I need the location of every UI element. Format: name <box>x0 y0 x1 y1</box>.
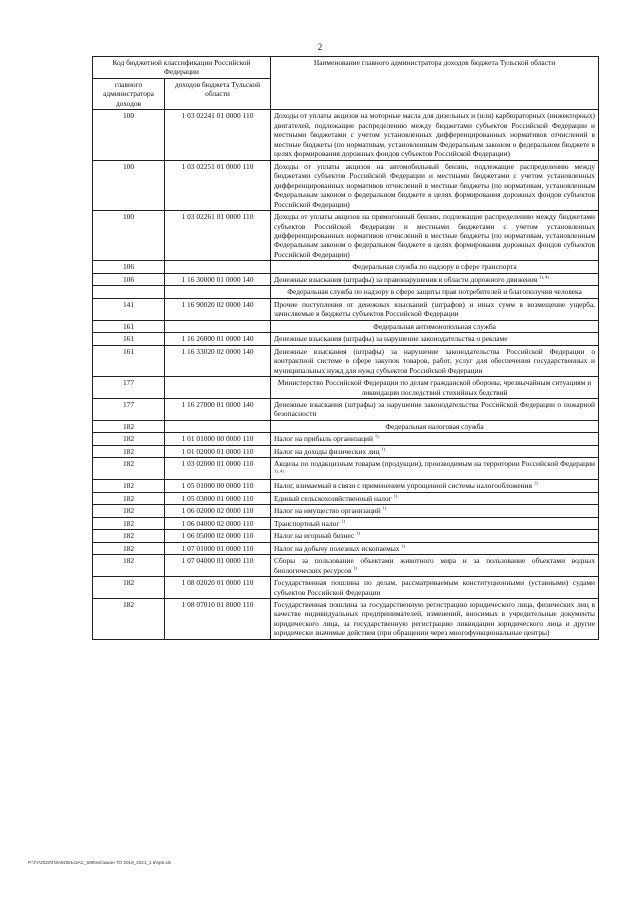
section-title-cell: Министерство Российской Федерации по делам гражданской обороны, чрезвычайным ситуациям и ликвидации последствий стихийных бедствий <box>271 377 599 399</box>
table-row <box>93 598 599 639</box>
table-row <box>93 505 599 517</box>
revenue-name-cell <box>271 211 599 261</box>
admin-code-cell: 100 <box>93 110 165 160</box>
revenue-code-cell: 1 16 30000 01 0000 140 <box>165 273 271 285</box>
admin-code-cell: 182 <box>93 577 165 599</box>
revenue-name-text: Доходы от уплаты акцизов на моторные масла для дизельных и (или) карбюраторных (инжекторных) двигателей, подлежащие распределению между бюджетами субъектов Российской Федерации и местными бюджетами с учетом установленных дифференцированных нормативов отчислений в местные бюджеты (по нормативам, установленным Федеральным законом о федеральном бюджете в целях формирования дорожных фондов субъектов Российской Федерации) <box>274 111 596 159</box>
revenue-name-cell <box>271 517 599 529</box>
revenue-code-cell: 1 07 04000 01 0000 110 <box>165 555 271 577</box>
admin-code-cell: 182 <box>93 433 165 445</box>
footnote-marker: 1) <box>401 543 406 549</box>
admin-code-cell: 106 <box>93 273 165 285</box>
revenue-code-cell: 1 03 02251 01 0000 110 <box>165 160 271 210</box>
revenue-name-text: Доходы от уплаты акцизов на автомобильный бензин, подлежащие распределению между бюджетами субъектов Российской Федерации и местными бюджетами с учетом установленных дифференцированных нормативов отчислений в местные бюджеты (по нормативам, установленным Федеральным законом о федеральном бюджете в целях формирования дорожных фондов субъектов Российской Федерации) <box>274 161 596 209</box>
admin-code-cell: 182 <box>93 517 165 529</box>
admin-code-cell: 182 <box>93 555 165 577</box>
revenue-code-cell: 1 05 01000 00 0000 110 <box>165 480 271 492</box>
revenue-code-cell: 1 16 26000 01 0000 140 <box>165 333 271 345</box>
revenue-name-text: Государственная пошлина по делам, рассматриваемым конституционными (уставными) судами субъектов Российской Федерации <box>274 578 596 597</box>
table-body <box>93 110 599 640</box>
revenue-name-text: Налог на имущество организаций <box>274 506 381 516</box>
table-row <box>93 273 599 285</box>
section-title-cell: Федеральная антимонопольная служба <box>271 320 599 332</box>
revenue-name-cell <box>271 480 599 492</box>
table-row <box>93 345 599 376</box>
table-row <box>93 160 599 210</box>
header-code-column: доходов бюджета Тульской области <box>165 78 271 109</box>
revenue-code-cell: 1 03 02261 01 0000 110 <box>165 211 271 261</box>
footnote-marker: 1) <box>381 446 386 452</box>
section-title-cell: Федеральная служба по надзору в сфере защиты прав потребителей и благополучия человека <box>271 286 599 298</box>
revenue-name-cell <box>271 445 599 457</box>
revenue-code-cell: 1 06 04000 02 0000 110 <box>165 517 271 529</box>
revenue-name-text: Налог на игорный бизнес <box>274 531 355 541</box>
revenue-name-cell <box>271 298 599 320</box>
section-title-cell: Федеральная налоговая служба <box>271 420 599 432</box>
header-name-column: Наименование главного администратора доходов бюджета Тульской области <box>271 57 599 110</box>
revenue-name-text: Транспортный налог <box>274 518 340 528</box>
table-row <box>93 298 599 320</box>
table-row <box>93 577 599 599</box>
revenue-name-cell <box>271 399 599 421</box>
footnote-marker: 1), 4) <box>274 468 284 474</box>
revenue-code-cell: 1 07 01000 01 0000 110 <box>165 542 271 554</box>
admin-code-cell: 182 <box>93 492 165 504</box>
revenue-code-cell: 1 16 90020 02 0000 140 <box>165 298 271 320</box>
revenue-name-text: Сборы за пользование объектами животного мира и за пользование объектами водных биологических ресурсов <box>274 556 596 575</box>
footnote-marker: 1) <box>356 530 360 536</box>
header-group-label: Код бюджетной классификации Российской Федерации <box>93 57 271 79</box>
footnote-marker: 1) <box>533 480 538 486</box>
revenue-code-cell: 1 03 02241 01 0000 110 <box>165 110 271 160</box>
revenue-name-cell <box>271 160 599 210</box>
revenue-code-cell: 1 08 02020 01 0000 110 <box>165 577 271 599</box>
admin-code-cell: 100 <box>93 160 165 210</box>
table-row <box>93 433 599 445</box>
revenue-name-text: Доходы от уплаты акцизов на прямогонный бензин, подлежащие распределению между бюджетами субъектов Российской Федерации и местными бюджетами с учетом установленных дифференцированных нормативов отчислений в местные бюджеты (по нормативам, установленным Федеральным законом о федеральном бюджете в целях формирования дорожных фондов субъектов Российской Федерации) <box>274 212 596 259</box>
empty-code-cell <box>165 377 271 399</box>
admin-code-cell: 177 <box>93 399 165 421</box>
table-row <box>93 530 599 542</box>
revenue-name-text: Денежные взыскания (штрафы) за нарушение законодательства Российской Федерации о пожарной безопасности <box>274 400 596 419</box>
revenue-name-text: Налог на доходы физических лиц <box>274 446 380 456</box>
revenue-name-text: Акцизы по подакцизным товарам (продукции), производимым на территории Российской Федерации <box>274 459 596 469</box>
section-title-cell: Федеральная служба по надзору в сфере транспорта <box>271 261 599 273</box>
revenue-name-cell <box>271 433 599 445</box>
revenue-name-text: Единый сельскохозяйственный налог <box>274 493 392 503</box>
footnote-marker: 1) <box>374 433 379 439</box>
admin-code-cell: 182 <box>93 542 165 554</box>
footnote-marker: 1) <box>382 505 387 511</box>
admin-code-cell: 182 <box>93 505 165 517</box>
table-row <box>93 333 599 345</box>
section-row <box>93 377 599 399</box>
admin-code-cell: 182 <box>93 598 165 639</box>
revenue-code-cell: 1 05 03000 01 0000 110 <box>165 492 271 504</box>
admin-code-cell: 100 <box>93 211 165 261</box>
admin-code-cell: 182 <box>93 420 165 432</box>
table-row <box>93 492 599 504</box>
revenue-name-cell <box>271 273 599 285</box>
file-path-footer: P:\ГУ\2020\ПЗАКОБЪ\ЗАС_609\ext\закон ТО 2019_2021_1 в\пр5.xls <box>28 860 171 865</box>
table-row <box>93 110 599 160</box>
revenue-code-cell: 1 06 05000 02 0000 110 <box>165 530 271 542</box>
table-row <box>93 445 599 457</box>
revenue-name-cell <box>271 333 599 345</box>
revenue-name-cell <box>271 555 599 577</box>
table-row <box>93 458 599 480</box>
revenue-name-text: Денежные взыскания (штрафы) за правонарушения в области дорожного движения <box>274 274 538 284</box>
admin-code-cell: 161 <box>93 320 165 332</box>
section-row <box>93 286 599 298</box>
admin-code-cell: 177 <box>93 377 165 399</box>
revenue-code-cell: 1 03 02000 01 0000 110 <box>165 458 271 480</box>
revenue-name-text: Прочие поступления от денежных взысканий (штрафов) и иных сумм в возмещение ущерба, зачисляемые в бюджеты субъектов Российской Федерации <box>274 299 596 319</box>
admin-code-cell: 182 <box>93 445 165 457</box>
admin-code-cell: 161 <box>93 345 165 376</box>
section-row <box>93 320 599 332</box>
empty-code-cell <box>165 320 271 332</box>
footnote-marker: 1) <box>341 518 345 524</box>
section-row <box>93 420 599 432</box>
revenue-code-cell: 1 08 07010 01 8000 110 <box>165 598 271 639</box>
revenue-code-cell: 1 06 02000 02 0000 110 <box>165 505 271 517</box>
admin-code-cell: 106 <box>93 261 165 273</box>
admin-code-cell: 161 <box>93 333 165 345</box>
table-row <box>93 555 599 577</box>
empty-code-cell <box>165 261 271 273</box>
revenue-name-text: Налог, взимаемый в связи с применением упрощенной системы налогообложения <box>274 481 532 491</box>
revenue-name-cell <box>271 577 599 599</box>
revenue-code-cell: 1 16 27000 01 0000 140 <box>165 399 271 421</box>
table-row <box>93 399 599 421</box>
admin-code-cell <box>93 286 165 298</box>
page-number: 2 <box>317 42 323 52</box>
table-row <box>93 211 599 261</box>
table-row <box>93 517 599 529</box>
revenue-name-cell <box>271 492 599 504</box>
header-admin-column: главного администратора доходов <box>93 78 165 109</box>
footnote-marker: 1) <box>353 565 358 571</box>
footnote-marker: 1) <box>393 493 398 499</box>
revenue-name-text: Денежные взыскания (штрафы) за нарушение законодательства о рекламе <box>274 334 508 344</box>
admin-code-cell: 182 <box>93 480 165 492</box>
section-row <box>93 261 599 273</box>
footnote-marker: 1), 4) <box>539 274 549 280</box>
revenue-name-cell <box>271 110 599 160</box>
revenue-code-cell: 1 01 02000 01 0000 110 <box>165 445 271 457</box>
revenue-name-cell <box>271 345 599 376</box>
revenue-name-cell <box>271 542 599 554</box>
table-row <box>93 480 599 492</box>
revenue-name-text: Государственная пошлина за государственную регистрацию юридического лица, физических лиц в качестве индивидуальных предпринимателей, изменений, вносимых в учредительные документы юридического лица, за государственную регистрацию ликвидации юридического лица и другие юридически значимые действия (при обращении через многофункциональные центры) <box>274 599 596 638</box>
admin-code-cell: 182 <box>93 530 165 542</box>
revenue-name-cell <box>271 598 599 639</box>
revenue-name-cell <box>271 458 599 480</box>
empty-code-cell <box>165 420 271 432</box>
revenue-code-cell: 1 16 33020 02 0000 140 <box>165 345 271 376</box>
revenue-name-text: Налог на прибыль организаций <box>274 434 373 444</box>
revenue-code-cell: 1 01 01000 00 0000 110 <box>165 433 271 445</box>
revenue-name-text: Налог на добычу полезных ископаемых <box>274 543 400 553</box>
revenue-name-text: Денежные взыскания (штрафы) за нарушение законодательства Российской Федерации о контрактной системе в сфере закупок товаров, работ, услуг для обеспечения государственных и муниципальных нужд для нужд субъектов Российской Федерации <box>274 346 596 375</box>
revenue-name-cell <box>271 505 599 517</box>
header-row-1 <box>93 57 599 79</box>
admin-code-cell: 141 <box>93 298 165 320</box>
revenue-admin-table <box>92 56 599 640</box>
empty-code-cell <box>165 286 271 298</box>
table-row <box>93 542 599 554</box>
admin-code-cell: 182 <box>93 458 165 480</box>
revenue-name-cell <box>271 530 599 542</box>
